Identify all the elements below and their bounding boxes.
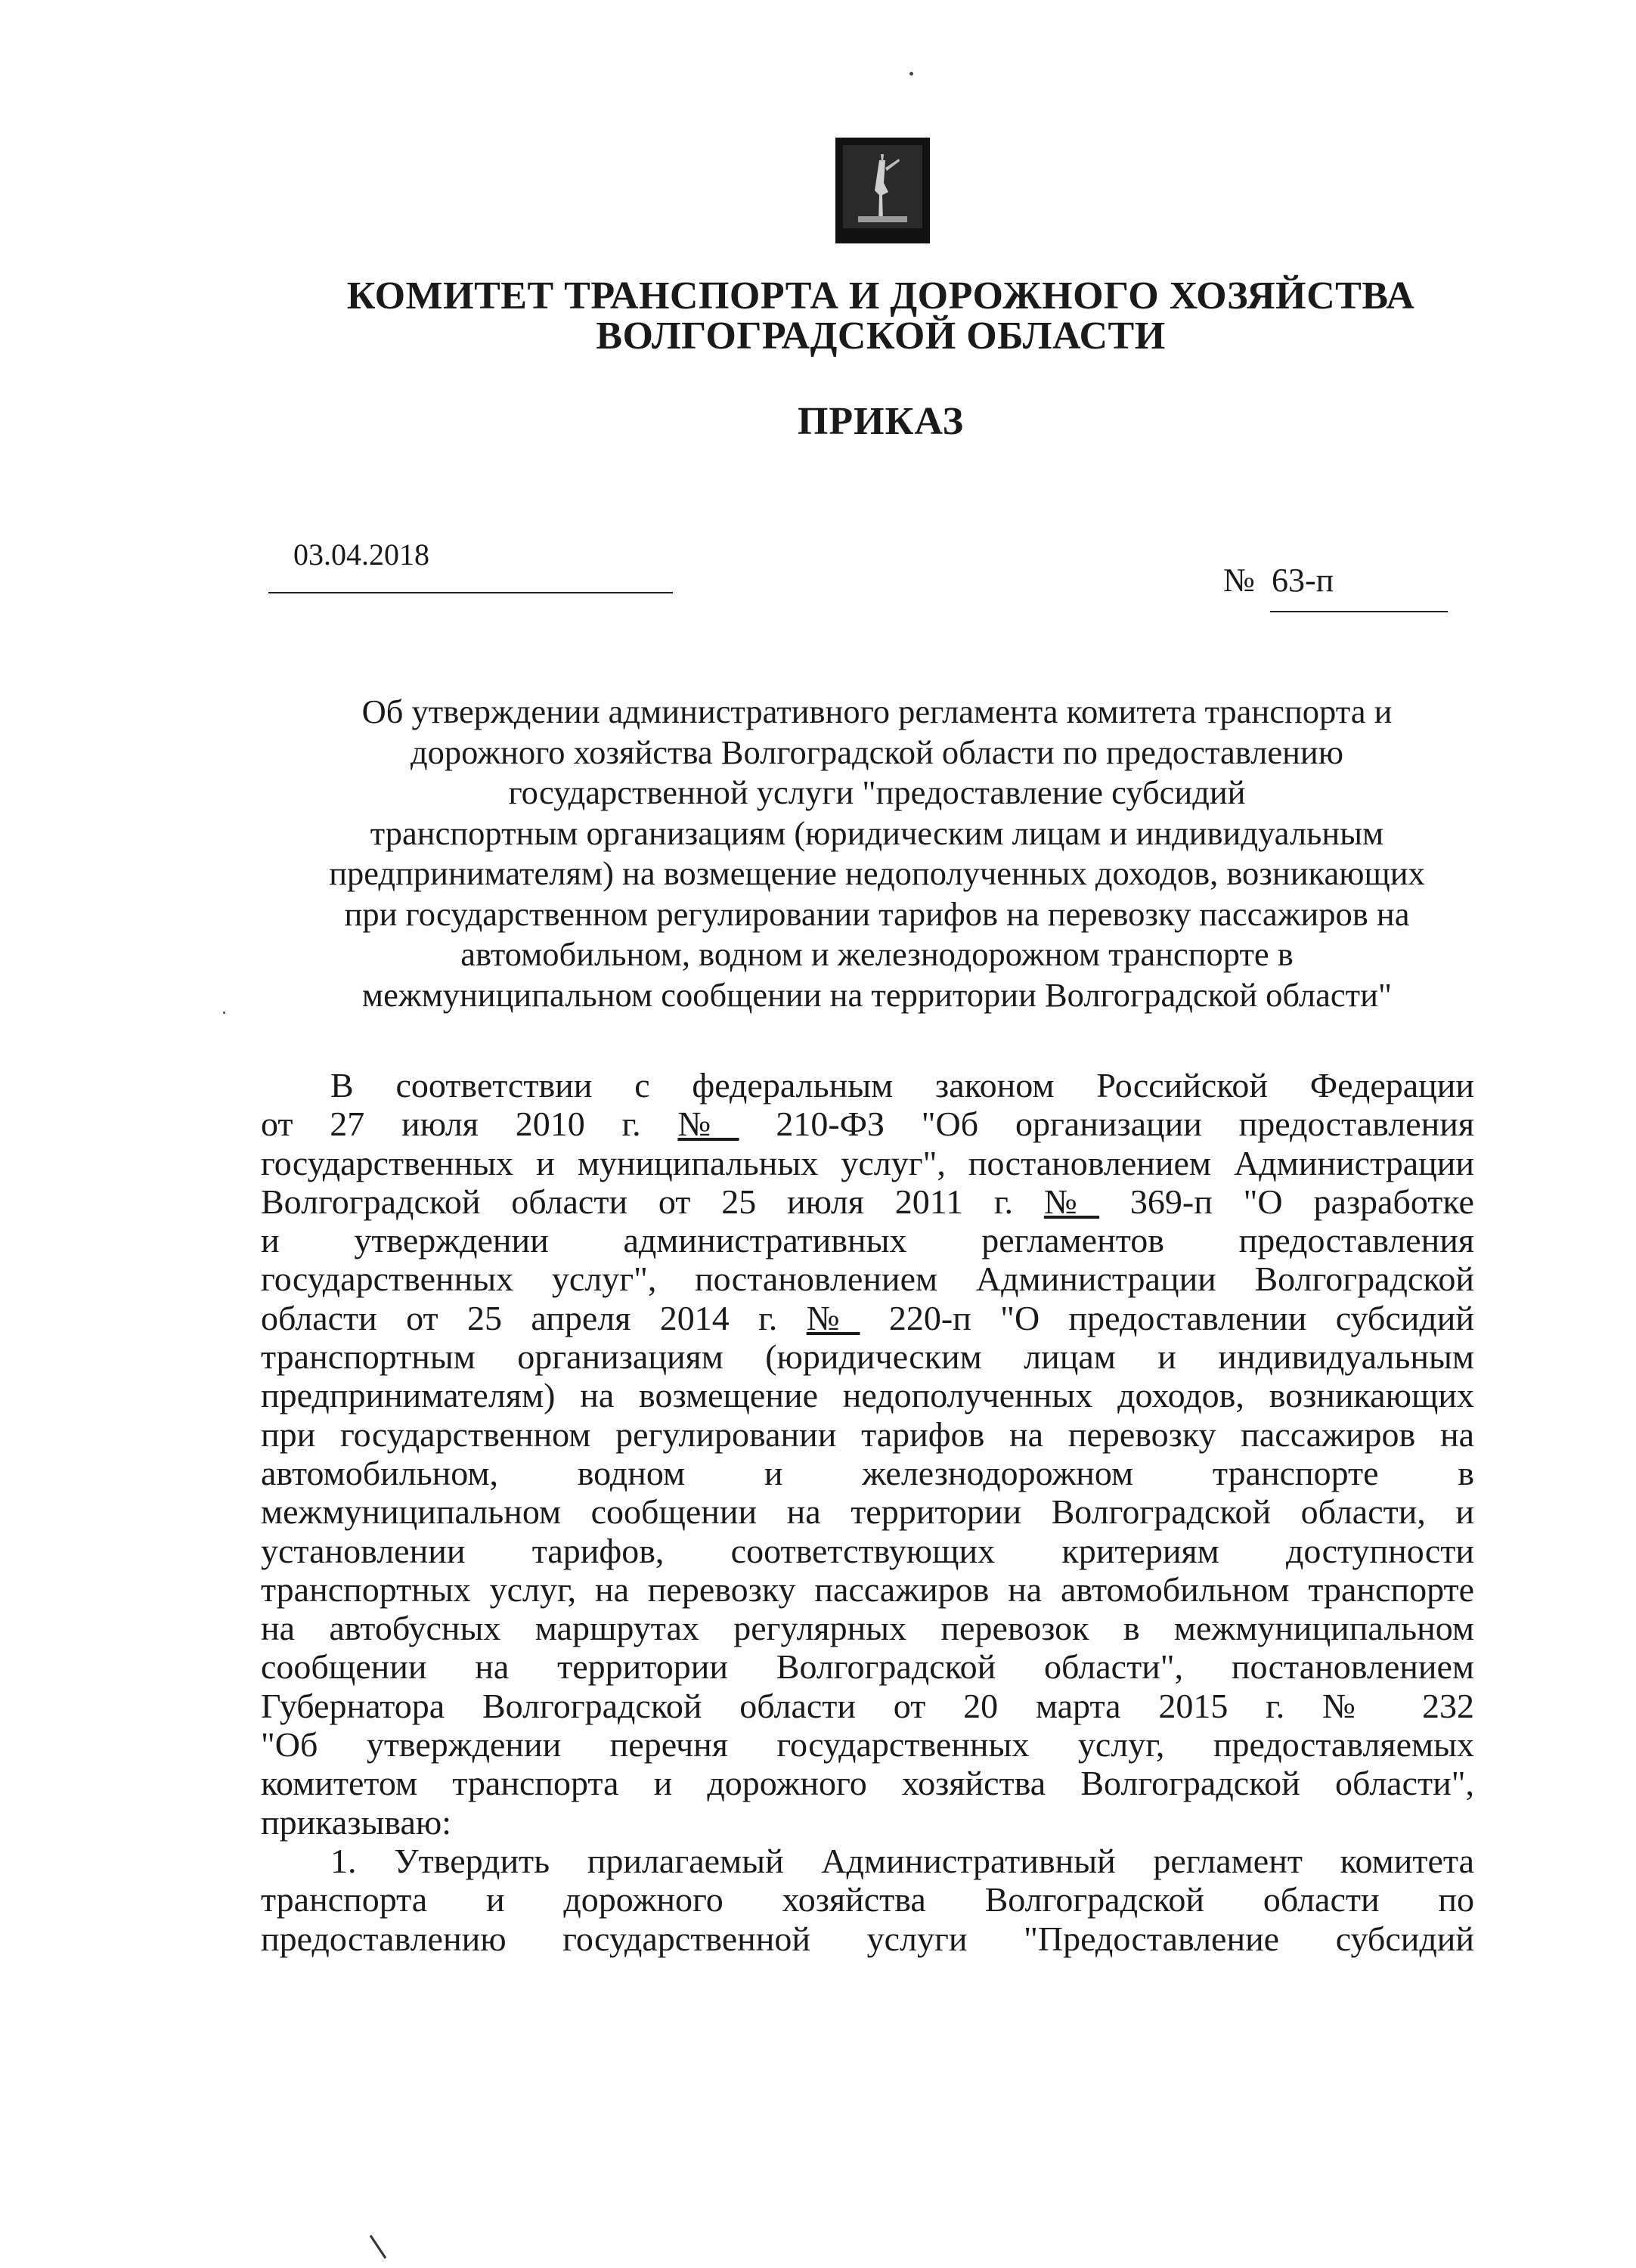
body-line: сообщении на территории Волгоградской области", постановлением: [261, 1647, 1474, 1687]
body-line: установлении тарифов, соответствующих критериям доступности: [261, 1531, 1474, 1570]
document-number: [1223, 561, 1334, 600]
body-line: В соответствии с федеральным законом Российской Федерации: [330, 1066, 1474, 1105]
body-line: "Об утверждении перечня государственных услуг, предоставляемых: [261, 1725, 1474, 1765]
body-line: 1. Утвердить прилагаемый Административный регламент комитета: [330, 1841, 1474, 1880]
body-line: предпринимателям) на возмещение недополученных доходов, возникающих: [261, 1376, 1474, 1415]
body-line-part: 220-п "О предоставлении субсидий: [860, 1298, 1475, 1337]
body-line: комитетом транспорта и дорожного хозяйства Волгоградской области",: [261, 1764, 1474, 1803]
body-line: межмуниципальном сообщении на территории Волгоградской области, и: [261, 1492, 1474, 1532]
organization-name-line-1: КОМИТЕТ ТРАНСПОРТА И ДОРОЖНОГО ХОЗЯЙСТВА: [346, 274, 1415, 318]
document-date: 03.04.2018: [293, 538, 429, 572]
number-sign: №: [806, 1298, 860, 1337]
subject-line: транспортным организациям (юридическим лицам и индивидуальным: [370, 813, 1384, 852]
body-line: транспортным организациям (юридическим лицам и индивидуальным: [261, 1337, 1474, 1377]
date-underline: [268, 592, 673, 593]
scan-speck: [223, 1012, 225, 1014]
document-type-title: ПРИКАЗ: [797, 400, 965, 443]
subject-line: межмуниципальном сообщении на территории Волгоградской области": [361, 975, 1393, 1014]
order-body: [261, 1066, 1474, 1958]
subject-line: автомобильном, водном и железнодорожном транспорте в: [460, 935, 1294, 973]
coat-of-arms-icon: [835, 138, 930, 243]
body-line-part: 369-п "О разработке: [1099, 1182, 1474, 1221]
scan-speck: [909, 72, 913, 76]
body-line: при государственном регулировании тарифов на перевозку пассажиров на: [261, 1414, 1474, 1454]
number-sign: №: [677, 1105, 739, 1144]
number-value: 63-п: [1271, 562, 1334, 599]
body-line-part: Волгоградской области от 25 июля 2011 г.: [261, 1182, 1044, 1221]
subject-line: Об утверждении административного регламента комитета транспорта и: [361, 692, 1393, 730]
subject-line: предпринимателям) на возмещение недополученных доходов, возникающих: [329, 854, 1425, 892]
body-line: Губернатора Волгоградской области от 20 марта 2015 г. № 232: [261, 1686, 1474, 1725]
subject-line: дорожного хозяйства Волгоградской области по предоставлению: [411, 733, 1343, 771]
body-line: [261, 1105, 1474, 1143]
body-line: транспорта и дорожного хозяйства Волгоградской области по: [261, 1880, 1474, 1919]
body-line-part: от 27 июля 2010 г.: [261, 1105, 678, 1144]
organization-name-line-2: ВОЛГОГРАДСКОЙ ОБЛАСТИ: [596, 314, 1166, 358]
scan-mark: [369, 2234, 399, 2264]
number-sign: №: [1043, 1182, 1100, 1221]
body-line: [261, 1299, 1474, 1337]
body-line-part: 210-ФЗ "Об организации предоставления: [739, 1105, 1475, 1144]
body-line-part: области от 25 апреля 2014 г.: [261, 1298, 807, 1337]
number-underline: [1270, 611, 1448, 612]
body-line: государственных и муниципальных услуг", постановлением Администрации: [261, 1143, 1474, 1182]
subject-line: при государственном регулировании тарифов на перевозку пассажиров на: [344, 894, 1410, 933]
body-line: государственных услуг", постановлением Администрации Волгоградской: [261, 1259, 1474, 1299]
body-line: предоставлению государственной услуги "Предоставление субсидий: [261, 1919, 1474, 1958]
subject-line: государственной услуги "предоставление субсидий: [508, 773, 1246, 811]
order-subject: [257, 692, 1497, 1015]
body-line: и утверждении административных регламентов предоставления: [261, 1221, 1474, 1260]
body-line: на автобусных маршрутах регулярных перевозок в межмуниципальном: [261, 1609, 1474, 1648]
body-line: автомобильном, водном и железнодорожном транспорте в: [261, 1453, 1474, 1492]
body-line: [261, 1182, 1474, 1221]
body-line: транспортных услуг, на перевозку пассажиров на автомобильном транспорте: [261, 1569, 1474, 1609]
number-sign: №: [1223, 562, 1255, 599]
body-line: приказываю:: [261, 1802, 452, 1842]
